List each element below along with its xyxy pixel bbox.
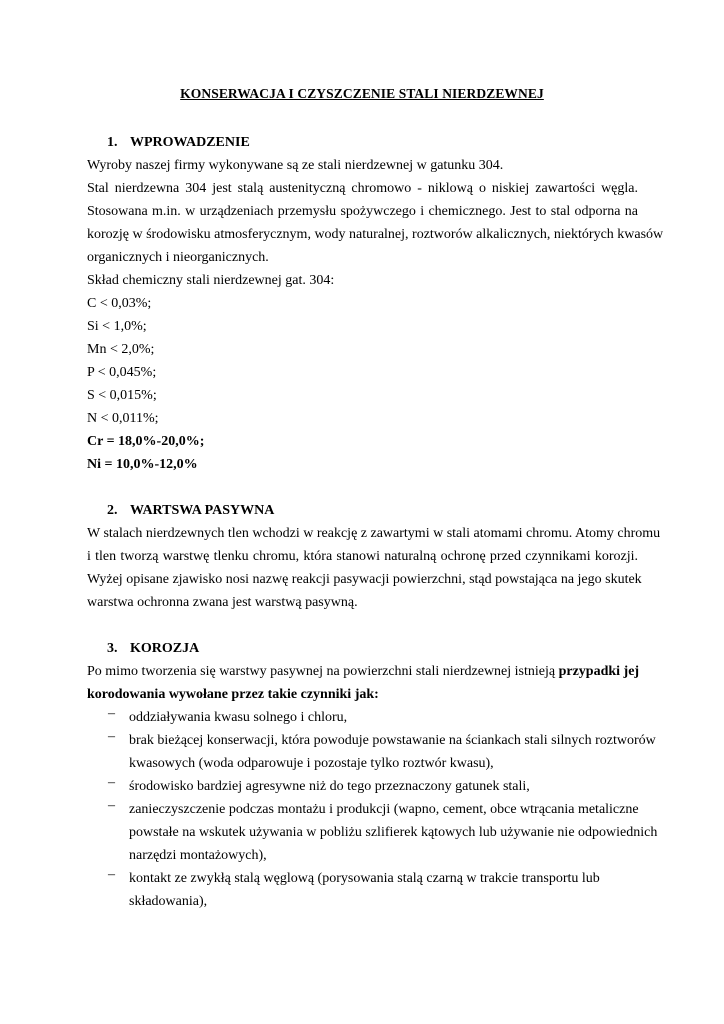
- section-heading-text: WPROWADZENIE: [130, 135, 250, 150]
- section-number: 2.: [107, 503, 118, 518]
- list-item-text: składowania),: [129, 894, 208, 909]
- paragraph-line: Stal nierdzewna 304 jest stalą austenityczną chromowo - niklową o niskiej zawartości węgla.: [87, 181, 638, 196]
- list-item-text: brak bieżącej konserwacji, która powoduje powstawanie na ściankach stali silnych roztworów: [129, 733, 656, 748]
- intro-bold-text: przypadki jej: [558, 664, 640, 679]
- document-body: [87, 131, 664, 913]
- intro-sentence: Wyroby naszej firmy wykonywane są ze stali nierdzewnej w gatunku 304.: [87, 158, 504, 173]
- composition-item: Ni = 10,0%-12,0%: [87, 457, 198, 472]
- list-item-text: kwasowych (woda odparowuje i pozostaje tylko roztwór kwasu),: [129, 756, 494, 771]
- bullet-dash: –: [108, 729, 115, 744]
- list-item-text: powstałe na wskutek używania w pobliżu szlifierek kątowych lub używanie nie odpowiednich: [129, 825, 658, 840]
- section-heading-passive-layer: [87, 499, 638, 522]
- corrosion-intro-line-bold: korodowania wywołane przez takie czynniki jak:: [87, 687, 379, 702]
- section-heading-corrosion: [87, 637, 638, 660]
- list-item: [87, 775, 638, 798]
- composition-item: N < 0,011%;: [87, 411, 159, 426]
- list-item-text: kontakt ze zwykłą stalą węglową (porysowania stalą czarną w trakcie transportu lub: [129, 871, 600, 886]
- corrosion-intro-line: [87, 660, 638, 683]
- list-item-text: zanieczyszczenie podczas montażu i produkcji (wapno, cement, obce wtrącania metaliczne: [129, 802, 639, 817]
- section-heading-introduction: [87, 131, 638, 154]
- list-item: [87, 729, 656, 775]
- list-item-text: środowisko bardziej agresywne niż do tego przeznaczony gatunek stali,: [129, 779, 530, 794]
- intro-plain-text: Po mimo tworzenia się warstwy pasywnej na powierzchni stali nierdzewnej istnieją: [87, 664, 559, 679]
- list-item: [87, 706, 638, 729]
- paragraph-line: W stalach nierdzewnych tlen wchodzi w reakcję z zawartymi w stali atomami chromu. Atomy chromu: [87, 526, 661, 541]
- composition-label: Skład chemiczny stali nierdzewnej gat. 304:: [87, 273, 335, 288]
- list-item-text: oddziaływania kwasu solnego i chloru,: [129, 710, 348, 725]
- list-item-text: narzędzi montażowych),: [129, 848, 267, 863]
- bullet-dash: –: [108, 798, 115, 813]
- list-item: [87, 798, 658, 867]
- paragraph-line: organicznych i nieorganicznych.: [87, 250, 269, 265]
- bullet-dash: –: [108, 867, 115, 882]
- bullet-dash: –: [108, 775, 115, 790]
- composition-item: P < 0,045%;: [87, 365, 157, 380]
- section-heading-text: WARTSWA PASYWNA: [130, 503, 275, 518]
- paragraph-line: korozję w środowisku atmosferycznym, wody naturalnej, roztworów alkalicznych, niektórych kwasów: [87, 227, 664, 242]
- composition-item: Si < 1,0%;: [87, 319, 147, 334]
- paragraph-line: warstwa ochronna zwana jest warstwą pasywną.: [87, 595, 358, 610]
- composition-item: C < 0,03%;: [87, 296, 152, 311]
- section-number: 3.: [107, 641, 118, 656]
- bullet-dash: –: [108, 706, 115, 721]
- paragraph-line: i tlen tworzą warstwę tlenku chromu, która stanowi naturalną ochronę przed czynnikami korozji.: [87, 549, 638, 564]
- composition-item: Mn < 2,0%;: [87, 342, 155, 357]
- paragraph-line: Wyżej opisane zjawisko nosi nazwę reakcji pasywacji powierzchni, stąd powstająca na jego skutek: [87, 572, 642, 587]
- section-number: 1.: [107, 135, 118, 150]
- composition-item: S < 0,015%;: [87, 388, 157, 403]
- list-item: [87, 867, 638, 913]
- section-heading-text: KOROZJA: [130, 641, 200, 656]
- document-title: KONSERWACJA I CZYSZCZENIE STALI NIERDZEWNEJ: [180, 86, 544, 101]
- composition-item: Cr = 18,0%-20,0%;: [87, 434, 205, 449]
- paragraph-line: Stosowana m.in. w urządzeniach przemysłu spożywczego i chemicznego. Jest to stal odporna na: [87, 204, 638, 219]
